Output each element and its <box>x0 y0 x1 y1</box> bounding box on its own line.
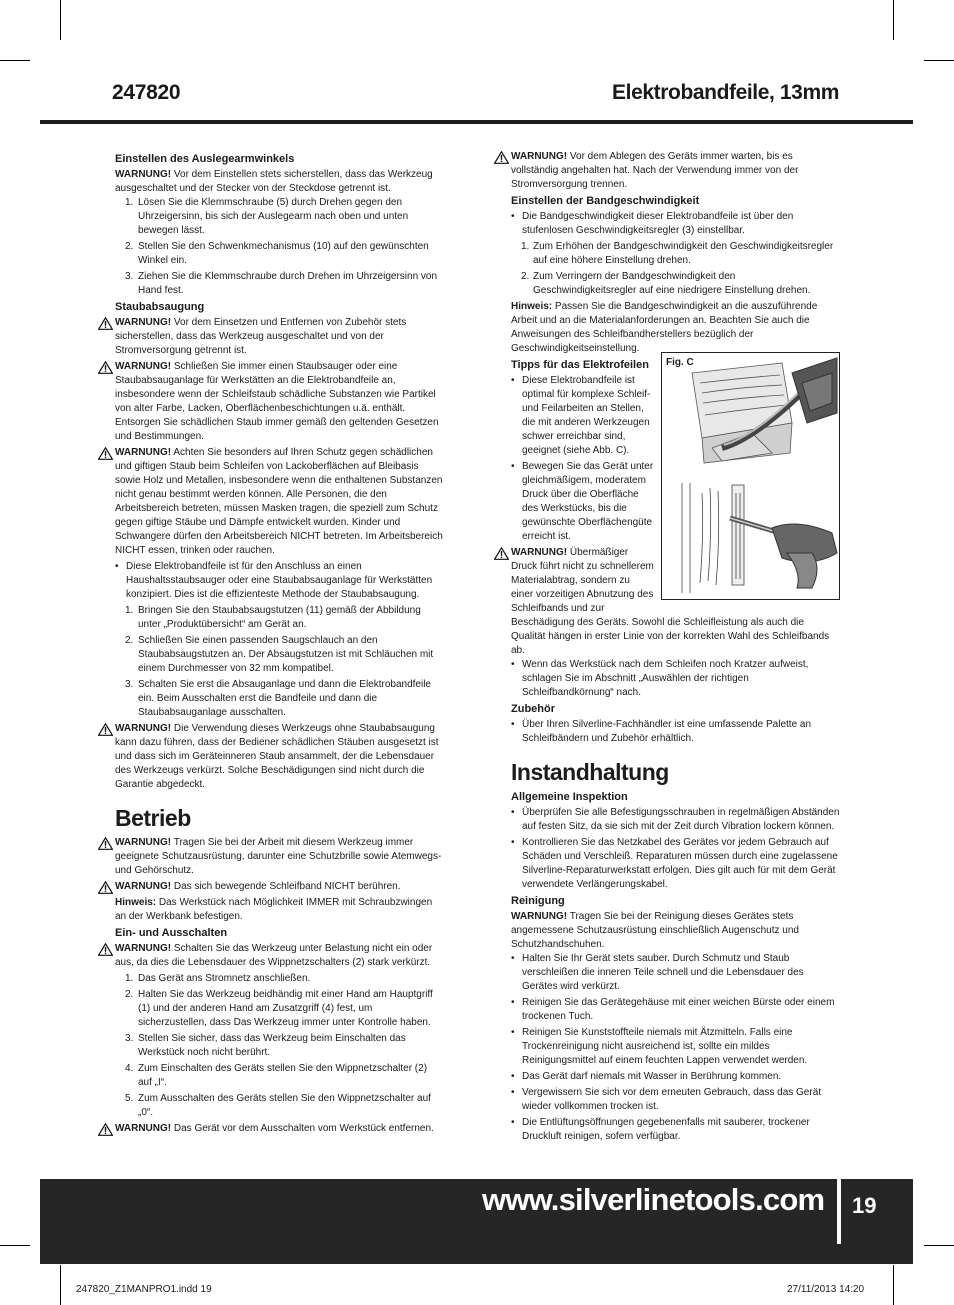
section-arm-angle <box>98 152 443 298</box>
step-number: 5. <box>125 1093 134 1104</box>
bullet-text: Diese Elektrobandfeile ist optimal für komplexe Schleif- und Feilarbeiten an Stellen, die mit anderen Werkzeugen schwer erreichbar sind, geeignet (siehe Abb. C). <box>522 375 651 456</box>
warning-body: Das sich bewegende Schleifband NICHT berühren. <box>171 881 401 892</box>
step-text: Halten Sie das Werkzeug beidhändig mit einer Hand am Hauptgriff (1) und der anderen Hand am Zusatzgriff (4) fest, um sicherzustellen, dass Das Werkzeug immer unter Kontrolle haben. <box>138 989 433 1028</box>
bullet-text: Die Bandgeschwindigkeit dieser Elektrobandfeile ist über den stufenlosen Geschwindigkeitsregler (3) einstellbar. <box>522 211 794 236</box>
warning-body: Schließen Sie immer einen Staubsauger oder eine Staubabsauganlage für Werkstätten an die Elektrobandfeile an, insbesondere wenn der Schleifstaub schädliche Substanzen wie Partikel von alter Farbe, Lacken, Oberflächenbeschichtungen u.ä. enthält. Entsorgen Sie schädlichen Staub immer gemäß den geltenden Gesetzen und Bestimmungen. <box>115 361 439 442</box>
warning-label: WARNUNG! <box>511 911 568 922</box>
warning-label: WARNUNG! <box>115 943 172 954</box>
warning-triangle-icon <box>98 317 113 330</box>
page-number: 19 <box>852 1193 877 1218</box>
list-item <box>98 988 443 1030</box>
step-text: Bringen Sie den Staubabsaugstutzen (11) gemäß der Abbildung unter „Produktübersicht“ am Gerät an. <box>138 605 421 630</box>
bullet-text: Kontrollieren Sie das Netzkabel des Gerätes vor jedem Gebrauch auf Schäden und Verschleiß. Reparaturen müssen durch eine zugelassene Silverline-Reparaturwerkstatt erfolgen. Dies gilt auch für mit dem Gerät verwendete Verlängerungskabel. <box>522 837 838 890</box>
list-item <box>98 972 443 986</box>
bullet: • <box>511 1087 515 1098</box>
warning-block <box>98 942 443 970</box>
bullet: • <box>511 953 515 964</box>
crop-mark <box>60 0 61 40</box>
bullet-text: Über Ihren Silverline-Fachhändler ist eine umfassende Palette an Schleifbändern und Zubehör erhältlich. <box>522 719 812 744</box>
list-item <box>98 240 443 268</box>
warning-triangle-icon <box>98 723 113 736</box>
warning-label: WARNUNG! <box>511 151 568 162</box>
bullet: • <box>511 1117 515 1128</box>
step-text: Zum Ausschalten des Geräts stellen Sie den Wippnetzschalter auf „0“. <box>138 1093 431 1118</box>
step-text: Schalten Sie erst die Absauganlage und dann die Elektrobandfeile ein. Beim Ausschalten erst die Bandfeile und dann die Staubabsauganlage ausschalten. <box>138 679 431 718</box>
warning-block <box>494 150 840 192</box>
section-operation <box>98 804 443 1136</box>
list-item <box>98 634 443 676</box>
crop-mark <box>0 60 30 61</box>
footer-band <box>40 1179 913 1264</box>
bullet: • <box>511 837 515 848</box>
hint-text <box>98 896 443 924</box>
list-item <box>98 1092 443 1120</box>
product-code: 247820 <box>112 81 181 104</box>
bullet-text: Die Entlüftungsöffnungen gegebenenfalls mit sauberer, trockener Druckluft reinigen, sofern verfügbar. <box>522 1117 810 1142</box>
list-item <box>494 460 654 544</box>
list-item <box>494 1086 840 1114</box>
bullet-text: Diese Elektrobandfeile ist für den Anschluss an einen Haushaltsstaubsauger oder eine Staubabsauganlage für Werkstätten konzipiert. Dies ist die effizienteste Methode der Staubabsaugung. <box>126 561 433 600</box>
hint-label: Hinweis: <box>511 301 553 312</box>
warning-block <box>98 446 443 558</box>
warning-triangle-icon <box>98 361 113 374</box>
warning-body: Die Verwendung dieses Werkzeugs ohne Staubabsaugung kann dazu führen, dass der Bediener schädlichen Stäuben ausgesetzt ist und dass sich im Geräteinneren Staub ansammelt, der die Lebensdauer des Werkzeugs verkürzt. Solche Beschädigungen sind nicht durch die Garantie abgedeckt. <box>115 723 439 790</box>
right-column <box>494 150 840 1146</box>
warning-body: Achten Sie besonders auf Ihren Schutz gegen schädlichen und giftigen Staub beim Schleifen von Lackoberflächen auf Bleibasis sowie Holz und Metallen, insbesondere wenn die enthaltenen Substanzen nicht genau bestimmt werden können. Alle Personen, die den Arbeitsbereich betreten, müssen Masken tragen, die speziell zum Schutz gegen giftige Stäube und Dämpfe entwickelt wurden. Kinder und Schwangere dürfen den Arbeitsbereich NICHT betreten. Im Arbeitsbereich NICHT essen, trinken oder rauchen. <box>115 447 443 556</box>
list-item <box>98 1032 443 1060</box>
list-item <box>494 1116 840 1144</box>
section-title-betrieb: Betrieb <box>115 805 191 831</box>
footer-separator <box>837 1179 841 1244</box>
warning-triangle-icon <box>494 151 509 164</box>
list-item <box>494 1026 840 1068</box>
step-number: 2. <box>125 241 134 252</box>
warning-triangle-icon <box>494 547 509 560</box>
bullet: • <box>511 375 515 386</box>
section-dust-extraction <box>98 300 443 792</box>
list-item <box>494 718 840 746</box>
step-number: 1. <box>125 973 134 984</box>
warning-label: WARNUNG! <box>511 547 568 558</box>
bullet: • <box>511 211 515 222</box>
list-item <box>98 560 443 602</box>
page-header <box>112 81 839 116</box>
warning-label: WARNUNG! <box>115 447 172 458</box>
warning-label: WARNUNG! <box>115 837 172 848</box>
bullet-text: Vergewissern Sie sich vor dem erneuten Gebrauch, dass das Gerät wieder vollkommen trocken ist. <box>522 1087 822 1112</box>
list-item <box>98 678 443 720</box>
list-item <box>494 240 840 268</box>
warning-block <box>98 316 443 358</box>
warning-body: Vor dem Ablegen des Geräts immer warten, bis es vollständig angehalten hat. Nach der Verwendung immer von der Stromversorgung trennen. <box>511 151 799 190</box>
crop-mark <box>893 1265 894 1305</box>
bullet-text: Überprüfen Sie alle Befestigungsschrauben in regelmäßigen Abständen auf festen Sitz, da sie sich mit der Zeit durch Vibration lockern können. <box>522 807 840 832</box>
step-number: 3. <box>125 271 134 282</box>
list-item <box>494 806 840 834</box>
belt-file-illustration <box>662 353 839 599</box>
crop-mark <box>60 1265 61 1305</box>
list-item <box>494 374 654 458</box>
warning-body: Übermäßiger Druck führt nicht zu schnellerem Materialabtrag, sondern zu einer vorzeitigen Abnutzung des Schleifbands und zur <box>511 547 654 614</box>
bullet-text: Wenn das Werkstück nach dem Schleifen noch Kratzer aufweist, schlagen Sie im Abschnitt „Auswählen der richtigen Schleifbandkörnung“ nach. <box>522 659 809 698</box>
figure-c <box>661 352 840 600</box>
step-text: Stellen Sie sicher, dass das Werkzeug beim Einschalten das Werkstück noch nicht berührt. <box>138 1033 406 1058</box>
window-frame <box>682 483 744 593</box>
warning-body: Schalten Sie das Werkzeug unter Belastung nicht ein oder aus, da dies die Lebensdauer des Wippnetzschalters (2) stark verkürzt. <box>115 943 433 968</box>
section-title-instandhaltung: Instandhaltung <box>511 759 669 785</box>
list-item <box>494 270 840 298</box>
warning-label: WARNUNG! <box>115 723 172 734</box>
list-item <box>494 658 840 700</box>
section-heading: Einstellen der Bandgeschwindigkeit <box>511 195 700 207</box>
crop-mark <box>924 60 954 61</box>
bullet: • <box>511 997 515 1008</box>
figure-label: Fig. C <box>666 357 694 368</box>
step-text: Zum Verringern der Bandgeschwindigkeit den Geschwindigkeitsregler auf eine niedrigere Einstellung drehen. <box>533 271 811 296</box>
warning-triangle-icon <box>98 837 113 850</box>
crop-mark <box>0 1245 30 1246</box>
list-item <box>494 836 840 892</box>
warning-block <box>98 360 443 444</box>
list-item <box>494 996 840 1024</box>
step-number: 2. <box>125 635 134 646</box>
warning-label: WARNUNG! <box>115 881 172 892</box>
bullet-text: Das Gerät darf niemals mit Wasser in Berührung kommen. <box>522 1071 782 1082</box>
bullet: • <box>115 561 119 572</box>
section-heading: Reinigung <box>511 895 565 907</box>
bullet-text: Bewegen Sie das Gerät unter gleichmäßigem, moderatem Druck über die Oberfläche des Werkstücks, bis die gewünschte Oberflächengüte erreicht ist. <box>522 461 654 542</box>
bullet: • <box>511 461 515 472</box>
warning-text <box>98 168 443 196</box>
step-text: Zum Einschalten des Geräts stellen Sie den Wippnetzschalter (2) auf „I“. <box>138 1063 428 1088</box>
section-heading: Zubehör <box>511 703 555 715</box>
step-number: 1. <box>125 605 134 616</box>
list-item <box>494 210 840 238</box>
step-number: 1. <box>521 241 530 252</box>
section-maintenance <box>494 758 840 1144</box>
warning-body: Vor dem Einstellen stets sicherstellen, dass das Werkzeug ausgeschaltet und der Stecker von der Steckdose getrennt ist. <box>115 169 433 194</box>
print-date: 27/11/2013 14:20 <box>787 1284 865 1295</box>
section-heading: Einstellen des Auslegearmwinkels <box>115 153 295 165</box>
hint-body: Das Werkstück nach Möglichkeit IMMER mit Schraubzwingen an der Werkbank befestigen. <box>115 897 433 922</box>
hint-text <box>494 300 840 356</box>
step-text: Ziehen Sie die Klemmschraube durch Drehen im Uhrzeigersinn von Hand fest. <box>138 271 438 296</box>
step-text: Das Gerät ans Stromnetz anschließen. <box>138 973 311 984</box>
list-item <box>98 196 443 238</box>
bullet: • <box>511 659 515 670</box>
list-item <box>494 1070 840 1084</box>
step-number: 2. <box>521 271 530 282</box>
warning-block <box>494 546 654 616</box>
warning-body-continued: Beschädigung des Geräts. Sowohl die Schleifleistung als auch die Qualität hängen in erster Linie von der korrekten Wahl des Schleifbands ab. <box>511 617 830 656</box>
belt-file-tool-2 <box>730 518 837 588</box>
bullet: • <box>511 807 515 818</box>
warning-body: Tragen Sie bei der Reinigung dieses Gerätes stets angemessene Schutzausrüstung einschließlich Augenschutz und Schutzhandschuhen. <box>511 911 799 950</box>
list-item <box>98 270 443 298</box>
step-number: 3. <box>125 1033 134 1044</box>
hint-label: Hinweis: <box>115 897 157 908</box>
hint-body: Passen Sie die Bandgeschwindigkeit an die auszuführende Arbeit und an die Materialanforderungen an. Beachten Sie auch die Anweisungen des Schleifbandherstellers bezüglich der Geschwindigkeitseinstellung. <box>511 301 818 354</box>
warning-block <box>98 722 443 792</box>
warning-block <box>98 880 443 894</box>
warning-label: WARNUNG! <box>115 361 172 372</box>
section-heading: Allgemeine Inspektion <box>511 791 628 803</box>
step-number: 3. <box>125 679 134 690</box>
warning-text <box>494 910 840 952</box>
warning-body: Tragen Sie bei der Arbeit mit diesem Werkzeug immer geeignete Schutzausrüstung, darunter eine Schutzbrille sowie Atemwegs- und Gehörschutz. <box>115 837 442 876</box>
warning-block <box>98 1122 443 1136</box>
warning-block <box>98 836 443 878</box>
warning-body: Das Gerät vor dem Ausschalten vom Werkstück entfernen. <box>171 1123 434 1134</box>
warning-label: WARNUNG! <box>115 317 172 328</box>
bullet: • <box>511 1071 515 1082</box>
step-text: Schließen Sie einen passenden Saugschlauch an den Staubabsaugstutzen an. Der Absaugstutzen ist mit Schläuchen mit einem Durchmesser von 32 mm kompatibel. <box>138 635 434 674</box>
website-link[interactable]: www.silverlinetools.com <box>482 1182 825 1217</box>
step-number: 1. <box>125 197 134 208</box>
section-heading: Ein- und Ausschalten <box>115 927 228 939</box>
crop-mark <box>924 1245 954 1246</box>
bullet-text: Reinigen Sie Kunststoffteile niemals mit Ätzmitteln. Falls eine Trockenreinigung nicht ausreichend ist, sollte ein mildes Reinigungsmittel auf einem feuchten Lappen verwendet werden. <box>522 1027 808 1066</box>
warning-label: WARNUNG! <box>115 1123 172 1134</box>
warning-triangle-icon <box>98 881 113 894</box>
bullet: • <box>511 1027 515 1038</box>
warning-triangle-icon <box>98 1123 113 1136</box>
list-item <box>98 604 443 632</box>
crop-mark <box>893 0 894 40</box>
step-text: Zum Erhöhen der Bandgeschwindigkeit den Geschwindigkeitsregler auf eine höhere Einstellung drehen. <box>533 241 834 266</box>
product-title: Elektrobandfeile, 13mm <box>612 81 839 104</box>
list-item <box>494 952 840 994</box>
header-rule <box>40 120 913 124</box>
section-belt-speed <box>494 194 840 356</box>
section-accessories <box>494 702 840 746</box>
step-number: 2. <box>125 989 134 1000</box>
bullet-text: Reinigen Sie das Gerätegehäuse mit einer weichen Bürste oder einem trockenen Tuch. <box>522 997 835 1022</box>
left-column <box>98 150 443 1138</box>
warning-body: Vor dem Einsetzen und Entfernen von Zubehör stets sicherstellen, dass das Werkzeug ausgeschaltet und von der Stromversorgung getrennt ist. <box>115 317 407 356</box>
step-text: Lösen Sie die Klemmschraube (5) durch Drehen gegen den Uhrzeigersinn, bis sich der Auslegearm nach oben und unten bewegen lässt. <box>138 197 409 236</box>
warning-label: WARNUNG! <box>115 169 172 180</box>
section-heading: Staubabsaugung <box>115 301 205 313</box>
list-item <box>98 1062 443 1090</box>
print-file-name: 247820_Z1MANPRO1.indd 19 <box>76 1284 212 1295</box>
bullet-text: Halten Sie Ihr Gerät stets sauber. Durch Schmutz und Staub verschleißen die inneren Teile schnell und die Lebensdauer des Gerätes wird verkürzt. <box>522 953 804 992</box>
warning-triangle-icon <box>98 943 113 956</box>
warning-triangle-icon <box>98 447 113 460</box>
bullet: • <box>511 719 515 730</box>
step-text: Stellen Sie den Schwenkmechanismus (10) auf den gewünschten Winkel ein. <box>138 241 429 266</box>
section-heading: Tipps für das Elektrofeilen <box>511 359 649 371</box>
step-number: 4. <box>125 1063 134 1074</box>
